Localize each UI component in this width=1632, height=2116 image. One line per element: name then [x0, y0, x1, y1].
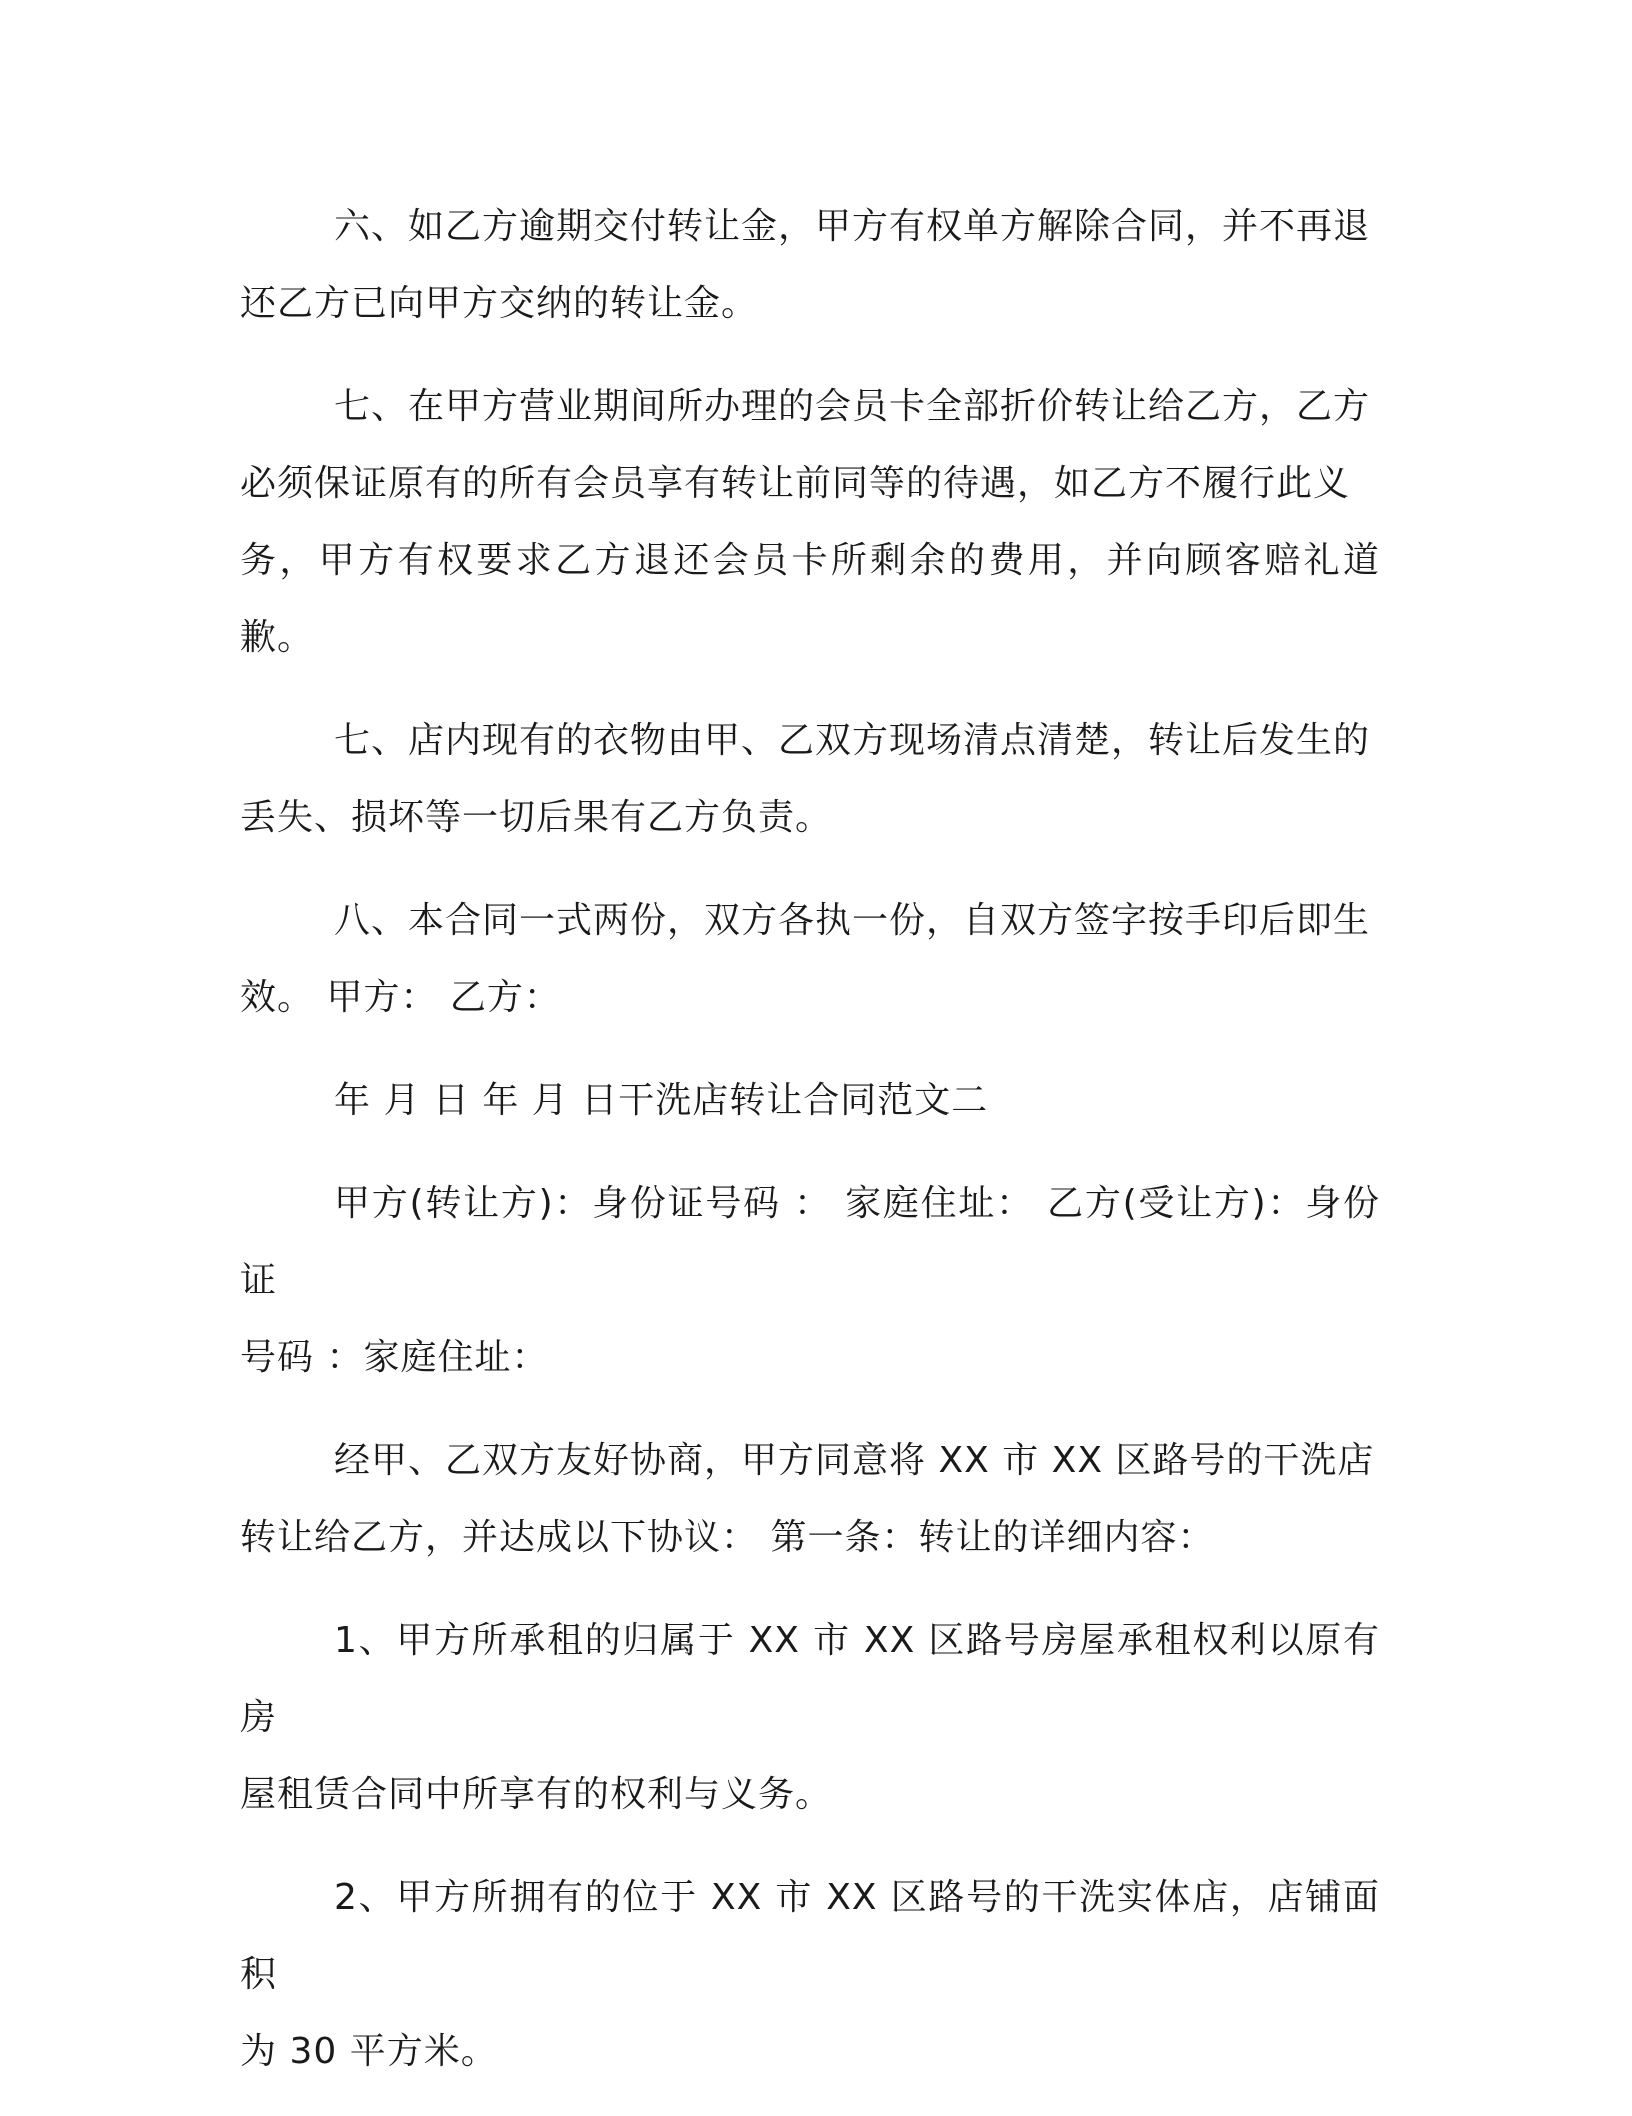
paragraph-line: 必须保证原有的所有会员享有转让前同等的待遇，如乙方不履行此义	[240, 463, 1351, 504]
paragraph-line: 丢失、损坏等一切后果有乙方负责。	[240, 797, 833, 838]
paragraph-agreement	[240, 1422, 1380, 1576]
paragraph-clause-6	[240, 188, 1380, 342]
paragraph-date-and-title	[240, 1062, 1380, 1139]
paragraph-line: 八、本合同一式两份，双方各执一份，自双方签字按手印后即生	[334, 900, 1371, 941]
paragraph-parties	[240, 1165, 1380, 1396]
paragraph-line: 2、甲方所拥有的位于 XX 市 XX 区路号的干洗实体店，店铺面积	[240, 1877, 1380, 1995]
paragraph-clause-8	[240, 882, 1380, 1036]
paragraph-line: 屋租赁合同中所享有的权利与义务。	[240, 1774, 833, 1815]
paragraph-line: 七、在甲方营业期间所办理的会员卡全部折价转让给乙方，乙方	[334, 386, 1371, 427]
paragraph-line: 务，甲方有权要求乙方退还会员卡所剩余的费用，并向顾客赔礼道歉。	[240, 540, 1380, 658]
document-page	[240, 188, 1380, 2116]
paragraph-clause-7-membership	[240, 368, 1380, 676]
paragraph-clause-7-clothing	[240, 702, 1380, 856]
paragraph-line: 甲方(转让方)：身份证号码 ： 家庭住址： 乙方(受让方)：身份证	[240, 1183, 1380, 1301]
paragraph-line: 1、甲方所承租的归属于 XX 市 XX 区路号房屋承租权利以原有房	[240, 1620, 1380, 1738]
paragraph-line: 七、店内现有的衣物由甲、乙双方现场清点清楚，转让后发生的	[334, 720, 1371, 761]
paragraph-line: 为 30 平方米。	[240, 2031, 498, 2072]
paragraph-line: 年 月 日 年 月 日干洗店转让合同范文二	[334, 1080, 989, 1121]
paragraph-item-2	[240, 1859, 1380, 2090]
paragraph-line: 六、如乙方逾期交付转让金，甲方有权单方解除合同，并不再退	[334, 206, 1371, 247]
paragraph-line: 还乙方已向甲方交纳的转让金。	[240, 283, 759, 324]
paragraph-line: 效。 甲方： 乙方：	[240, 977, 561, 1018]
paragraph-line: 号码 ：家庭住址：	[240, 1337, 549, 1378]
paragraph-line: 转让给乙方，并达成以下协议： 第一条：转让的详细内容：	[240, 1517, 1215, 1558]
paragraph-line: 经甲、乙双方友好协商，甲方同意将 XX 市 XX 区路号的干洗店	[334, 1440, 1375, 1481]
paragraph-item-1	[240, 1602, 1380, 1833]
